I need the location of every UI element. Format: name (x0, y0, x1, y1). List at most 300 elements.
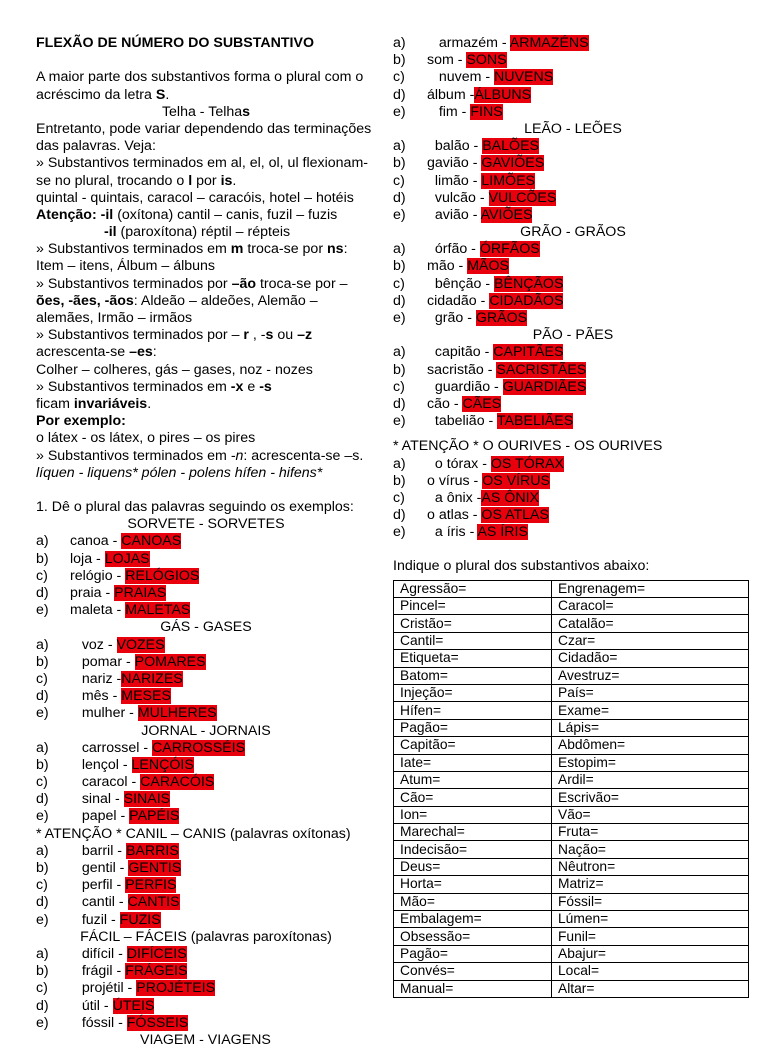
ourives-list (393, 456, 753, 542)
item-word: cantil - (70, 894, 128, 911)
item-answer-highlight: PAPÉIS (129, 808, 180, 825)
exercise-item (36, 568, 376, 585)
exercise-item (393, 490, 753, 507)
group-header: JORNAL - JORNAIS (141, 722, 271, 739)
table-cell: Nação= (552, 841, 749, 858)
table-cell: Cidadão= (552, 650, 749, 667)
item-answer-highlight: PRAIAS (114, 585, 167, 601)
exercise-item (393, 396, 753, 413)
rule-text: » Substantivos terminados em -n: acrescenta-se –s. (36, 447, 364, 464)
item-answer-highlight: BÊNÇÃOS (494, 275, 564, 292)
group-header: * ATENÇÃO * CANIL – CANIS (palavras oxítonas) (36, 825, 351, 842)
table-cell: Caracol= (552, 598, 749, 615)
exercise-item (36, 808, 376, 825)
attention-note: -il (paroxítona) réptil – répteis (104, 224, 291, 241)
item-word: balão - (427, 138, 483, 155)
item-letter: a) (36, 945, 49, 962)
item-answer-highlight: LENÇÓIS (131, 756, 194, 773)
item-letter: b) (393, 155, 406, 172)
table-row (394, 963, 749, 980)
exercise-item (393, 507, 753, 524)
item-answer-highlight: FUZIS (119, 911, 161, 928)
table-row (394, 841, 749, 858)
table-cell: Local= (552, 963, 749, 980)
item-letter: a) (36, 842, 49, 859)
item-word: gentil - (70, 860, 129, 876)
item-letter: d) (393, 292, 406, 309)
table-cell: Funil= (552, 928, 749, 945)
rule-example: Colher – colheres, gás – gases, noz - nozes (36, 361, 313, 378)
item-answer-highlight: PERFIS (125, 877, 177, 894)
item-letter: d) (36, 688, 49, 705)
rule-example: quintal - quintais, caracol – caracóis, hotel – hotéis (36, 189, 354, 206)
item-letter: c) (393, 172, 405, 189)
rule-text: se no plural, trocando o l por is. (36, 172, 237, 189)
item-word: nuvem - (427, 69, 495, 86)
item-answer-highlight: ARMAZÉNS (509, 35, 589, 51)
item-answer-highlight: CAPITÃES (493, 344, 564, 361)
table-cell: Cantil= (394, 632, 552, 649)
item-answer-highlight: GENTIS (128, 860, 182, 876)
item-word: limão - (427, 172, 482, 189)
table-cell: Batom= (394, 667, 552, 684)
item-answer-highlight: CANTIS (127, 894, 180, 911)
table-cell: País= (552, 684, 749, 701)
item-answer-highlight: CANOAS (121, 533, 182, 550)
table-cell: Matriz= (552, 876, 749, 893)
item-word: papel - (70, 808, 130, 825)
item-letter: e) (36, 1014, 49, 1031)
item-letter: e) (36, 602, 49, 619)
exercise-item (36, 551, 376, 568)
example-telha: Telha - Telhas (161, 103, 251, 120)
intro-line: Entretanto, pode variar dependendo das terminações (36, 120, 372, 137)
item-letter: c) (36, 670, 48, 687)
exercise-item (393, 524, 753, 541)
item-answer-highlight: FRÁGEIS (125, 963, 188, 980)
exercise-item (393, 310, 753, 327)
table-row (394, 980, 749, 997)
table-cell: Injeção= (394, 684, 552, 701)
table-row (394, 824, 749, 841)
exercise-item (36, 980, 376, 997)
item-letter: d) (36, 585, 49, 601)
item-word: a íris - (427, 524, 478, 541)
item-word: mês - (70, 688, 122, 705)
item-word: bênção - (427, 275, 495, 292)
exercise-item (36, 894, 376, 911)
item-answer-highlight: OS ATLAS (481, 507, 549, 524)
exercise-item (393, 344, 753, 361)
exercise-item (393, 52, 753, 69)
item-letter: e) (36, 911, 49, 928)
exercise-item (36, 533, 376, 550)
exercise-item (393, 87, 753, 104)
table-cell: Estopim= (552, 754, 749, 771)
plural-table (393, 580, 749, 998)
item-answer-highlight: ÁLBUNS (474, 86, 532, 103)
group-header: SORVETE - SORVETES (127, 516, 285, 533)
exercise-item (36, 912, 376, 929)
rule-text: ficam invariáveis. (36, 395, 152, 412)
item-word: sinal - (70, 791, 124, 808)
exercise-item (36, 654, 376, 671)
item-answer-highlight: MESES (121, 688, 171, 705)
item-answer-highlight: VULCÕES (488, 189, 557, 206)
item-letter: e) (36, 705, 49, 722)
exercise-groups-right (393, 35, 753, 430)
intro-line: das palavras. Veja: (36, 138, 156, 155)
table-cell: Deus= (394, 858, 552, 875)
item-letter: b) (393, 52, 406, 69)
table-row (394, 893, 749, 910)
exercise-groups-left (36, 516, 376, 1032)
table-row (394, 876, 749, 893)
table-cell: Mão= (394, 893, 552, 910)
exercise-item (393, 362, 753, 379)
item-letter: a) (393, 138, 406, 155)
item-word: nariz - (70, 670, 122, 687)
item-letter: d) (36, 894, 49, 911)
item-letter: b) (393, 258, 406, 275)
item-word: o vírus - (427, 472, 483, 489)
rule-text: acrescenta-se –es: (36, 344, 157, 361)
table-cell: Marechal= (394, 824, 552, 841)
item-word: a ônix - (427, 489, 482, 506)
item-letter: a) (36, 739, 49, 756)
item-word: tabelião - (427, 413, 497, 430)
item-answer-highlight: ÓRFÃOS (479, 241, 540, 258)
item-letter: e) (36, 808, 49, 825)
item-answer-highlight: OS VÍRUS (482, 472, 550, 489)
item-word: carrossel - (70, 739, 152, 756)
item-word: voz - (70, 636, 117, 653)
item-letter: b) (36, 963, 49, 980)
item-answer-highlight: AS ÔNIX (481, 489, 539, 506)
group-header: GRÃO - GRÃOS (520, 224, 626, 241)
item-letter: d) (393, 189, 406, 206)
exercise-item (36, 877, 376, 894)
exercise-item (393, 241, 753, 258)
exercise-item (393, 413, 753, 430)
table-row (394, 754, 749, 771)
table-cell: Manual= (394, 980, 552, 997)
table-cell: Ion= (394, 806, 552, 823)
table-row (394, 650, 749, 667)
exercise-item (36, 860, 376, 877)
item-letter: e) (393, 413, 406, 430)
intro-line: acréscimo da letra S. (36, 86, 170, 103)
item-letter: a) (393, 35, 406, 51)
item-letter: c) (36, 980, 48, 997)
exercise-item (36, 963, 376, 980)
rule-text: » Substantivos terminados por –ão troca-se por – (36, 275, 348, 292)
item-letter: b) (36, 756, 49, 773)
table-cell: Agressão= (394, 580, 552, 597)
item-word: projétil - (70, 980, 137, 997)
item-letter: c) (393, 378, 405, 395)
group-header: GÁS - GASES (160, 619, 252, 636)
table-cell: Cristão= (394, 615, 552, 632)
item-word: álbum - (427, 86, 475, 103)
item-answer-highlight: BALÕES (482, 138, 539, 155)
item-answer-highlight: ÚTEIS (112, 997, 155, 1014)
item-answer-highlight: POMARES (134, 653, 206, 670)
exercise-item (393, 293, 753, 310)
table-cell: Convés= (394, 963, 552, 980)
item-word: fóssil - (70, 1014, 127, 1031)
table-row (394, 771, 749, 788)
table-row (394, 598, 749, 615)
table-cell: Ardil= (552, 771, 749, 788)
exercise-item (393, 138, 753, 155)
table-row (394, 719, 749, 736)
table-cell: Avestruz= (552, 667, 749, 684)
item-answer-highlight: CARROSSÉIS (152, 739, 246, 756)
exercise-item (36, 946, 376, 963)
table-row (394, 911, 749, 928)
item-word: relógio - (70, 567, 126, 584)
item-word: cão - (427, 395, 463, 412)
item-letter: c) (36, 877, 48, 894)
item-word: fim - (427, 103, 471, 120)
exercise-item (393, 207, 753, 224)
exercise-item (393, 155, 753, 172)
item-letter: e) (393, 103, 406, 120)
item-word: mão - (427, 258, 468, 275)
table-cell: Horta= (394, 876, 552, 893)
item-word: avião - (427, 206, 481, 223)
table-row (394, 684, 749, 701)
item-answer-highlight: CÃES (462, 395, 502, 412)
item-answer-highlight: CARACÓIS (140, 774, 215, 791)
exercise-item (393, 276, 753, 293)
table-row (394, 615, 749, 632)
item-answer-highlight: SACRISTÃES (496, 361, 587, 378)
item-word: fuzil - (70, 911, 120, 928)
item-letter: c) (36, 774, 48, 791)
item-answer-highlight: RELÓGIOS (125, 567, 200, 584)
rule-text: » Substantivos terminados em -x e -s (36, 378, 272, 395)
exercise-item (36, 843, 376, 860)
item-word: órfão - (427, 241, 480, 258)
exercise-item (393, 190, 753, 207)
rule-example: líquen - liquens* pólen - polens hífen - hifens* (36, 464, 323, 481)
item-letter: e) (393, 310, 406, 326)
item-word: maleta - (70, 602, 126, 619)
item-letter: a) (393, 455, 406, 472)
attention-note: Atenção: -il (oxítona) cantil – canis, fuzil – fuzis (36, 206, 338, 223)
item-word: armazém - (427, 35, 510, 51)
item-answer-highlight: BARRIS (125, 842, 179, 859)
item-letter: b) (36, 860, 49, 876)
exercise-item (36, 791, 376, 808)
item-letter: d) (393, 86, 406, 103)
item-answer-highlight: TABELIÃES (496, 413, 574, 430)
table-cell: Cão= (394, 789, 552, 806)
group-header: LEÃO - LEÕES (524, 120, 622, 137)
table-row (394, 928, 749, 945)
exercise-item (393, 69, 753, 86)
table-cell: Fruta= (552, 824, 749, 841)
exercise-item (393, 104, 753, 121)
exercise-item (36, 688, 376, 705)
item-word: lençol - (70, 756, 132, 773)
group-header: FÁCIL – FÁCEIS (palavras paroxítonas) (80, 928, 332, 945)
exercise-item (36, 1015, 376, 1032)
exercise-item (36, 998, 376, 1015)
item-word: mulher - (70, 705, 138, 722)
left-column (36, 35, 376, 1049)
item-word: o atlas - (427, 507, 482, 524)
item-word: som - (427, 52, 467, 69)
item-letter: a) (393, 241, 406, 258)
item-letter: b) (36, 653, 49, 670)
rule-example: o látex - os látex, o pires – os pires (36, 430, 256, 447)
item-answer-highlight: SONS (466, 52, 507, 69)
table-row (394, 945, 749, 962)
item-word: grão - (427, 310, 476, 326)
item-letter: e) (393, 206, 406, 223)
item-answer-highlight: AS ÍRIS (477, 524, 528, 541)
item-answer-highlight: MÃOS (467, 258, 509, 275)
table-cell: Atum= (394, 771, 552, 788)
item-letter: b) (393, 472, 406, 489)
item-letter: e) (393, 524, 406, 541)
item-word: o tórax - (427, 455, 491, 472)
table-cell: Embalagem= (394, 911, 552, 928)
intro-line: A maior parte dos substantivos forma o plural com o (36, 69, 364, 86)
item-letter: b) (36, 550, 49, 567)
group-header: PÃO - PÃES (532, 327, 614, 344)
exercise-instruction: 1. Dê o plural das palavras seguindo os exemplos: (36, 499, 354, 516)
table-cell: Pagão= (394, 719, 552, 736)
table-cell: Capitão= (394, 737, 552, 754)
exercise-item (393, 379, 753, 396)
item-word: sacristão - (427, 361, 497, 378)
item-answer-highlight: FÓSSEIS (126, 1014, 189, 1031)
table-cell: Czar= (552, 632, 749, 649)
item-letter: d) (393, 395, 406, 412)
item-letter: a) (36, 533, 49, 550)
item-word: pomar - (70, 653, 135, 670)
item-letter: d) (36, 791, 49, 808)
table-row (394, 667, 749, 684)
rule-text: » Substantivos terminados por – r , -s ou –z (36, 327, 313, 344)
item-answer-highlight: AVIÕES (480, 206, 533, 223)
item-answer-highlight: CIDADÃOS (489, 292, 564, 309)
item-letter: d) (36, 997, 49, 1014)
item-answer-highlight: SINAIS (123, 791, 171, 808)
table-cell: Hífen= (394, 702, 552, 719)
exercise-item (393, 173, 753, 190)
table-cell: Abdômen= (552, 737, 749, 754)
item-answer-highlight: NUVENS (494, 69, 554, 86)
table-cell: Abajur= (552, 945, 749, 962)
exercise-item (36, 671, 376, 688)
rule-text: » Substantivos terminados em al, el, ol, ul flexionam- (36, 155, 368, 172)
item-word: loja - (70, 550, 105, 567)
item-word: guardião - (427, 378, 503, 395)
table-cell: Catalão= (552, 615, 749, 632)
item-letter: c) (36, 567, 48, 584)
table-cell: Escrivão= (552, 789, 749, 806)
table-cell: Etiqueta= (394, 650, 552, 667)
item-letter: c) (393, 489, 405, 506)
table-cell: Fóssil= (552, 893, 749, 910)
exercise-item (36, 602, 376, 619)
item-answer-highlight: VOZES (116, 636, 165, 653)
exercise-item (36, 705, 376, 722)
item-word: gavião - (427, 155, 482, 172)
table-cell: Lápis= (552, 719, 749, 736)
exercise-item (36, 637, 376, 654)
rule-example: Item – itens, Álbum – álbuns (36, 258, 216, 275)
item-word: capitão - (427, 344, 494, 361)
table-row (394, 737, 749, 754)
item-word: canoa - (70, 533, 122, 550)
item-answer-highlight: DIFÍCEIS (126, 945, 187, 962)
item-word: cidadão - (427, 292, 490, 309)
item-answer-highlight: GRÃOS (475, 310, 528, 326)
table-row (394, 806, 749, 823)
exercise-item (36, 740, 376, 757)
item-word: útil - (70, 997, 113, 1014)
table-cell: Obsessão= (394, 928, 552, 945)
rule-text: » Substantivos terminados em m troca-se por ns: (36, 241, 348, 258)
table-cell: Pincel= (394, 598, 552, 615)
item-word: vulcão - (427, 189, 489, 206)
item-answer-highlight: NARIZES (121, 670, 183, 687)
table-row (394, 702, 749, 719)
right-column (393, 35, 753, 998)
table-row (394, 632, 749, 649)
item-word: difícil - (70, 945, 127, 962)
table-row (394, 789, 749, 806)
exercise-item (393, 473, 753, 490)
rule-example: alemães, Irmão – irmãos (36, 310, 193, 326)
table-row (394, 858, 749, 875)
item-answer-highlight: OS TÓRAX (490, 455, 564, 472)
item-letter: d) (393, 507, 406, 524)
item-letter: b) (393, 361, 406, 378)
group-header: * ATENÇÃO * O OURIVES - OS OURIVES (393, 438, 663, 455)
item-letter: c) (393, 69, 405, 86)
exercise-item (393, 258, 753, 275)
item-word: perfil - (70, 877, 126, 894)
item-letter: a) (36, 636, 49, 653)
page-title: FLEXÃO DE NÚMERO DO SUBSTANTIVO (36, 35, 314, 51)
item-answer-highlight: PROJÉTEIS (136, 980, 216, 997)
table-cell: Vão= (552, 806, 749, 823)
item-letter: c) (393, 275, 405, 292)
table-cell: Indecisão= (394, 841, 552, 858)
exercise-item (36, 585, 376, 602)
item-answer-highlight: MULHERES (137, 705, 217, 722)
table-cell: Engrenagem= (552, 580, 749, 597)
item-answer-highlight: FINS (470, 103, 503, 120)
item-answer-highlight: GUARDIÃES (502, 378, 587, 395)
exercise-item (393, 456, 753, 473)
table-title: Indique o plural dos substantivos abaixo: (393, 558, 650, 575)
item-answer-highlight: MALETAS (125, 602, 191, 619)
exercise-item (36, 774, 376, 791)
table-cell: Altar= (552, 980, 749, 997)
rule-text: ões, -ães, -ãos: Aldeão – aldeões, Alemão – (36, 292, 318, 309)
exercise-item (36, 757, 376, 774)
example-label: Por exemplo: (36, 413, 126, 430)
group-header: VIAGEM - VIAGENS (140, 1031, 271, 1048)
